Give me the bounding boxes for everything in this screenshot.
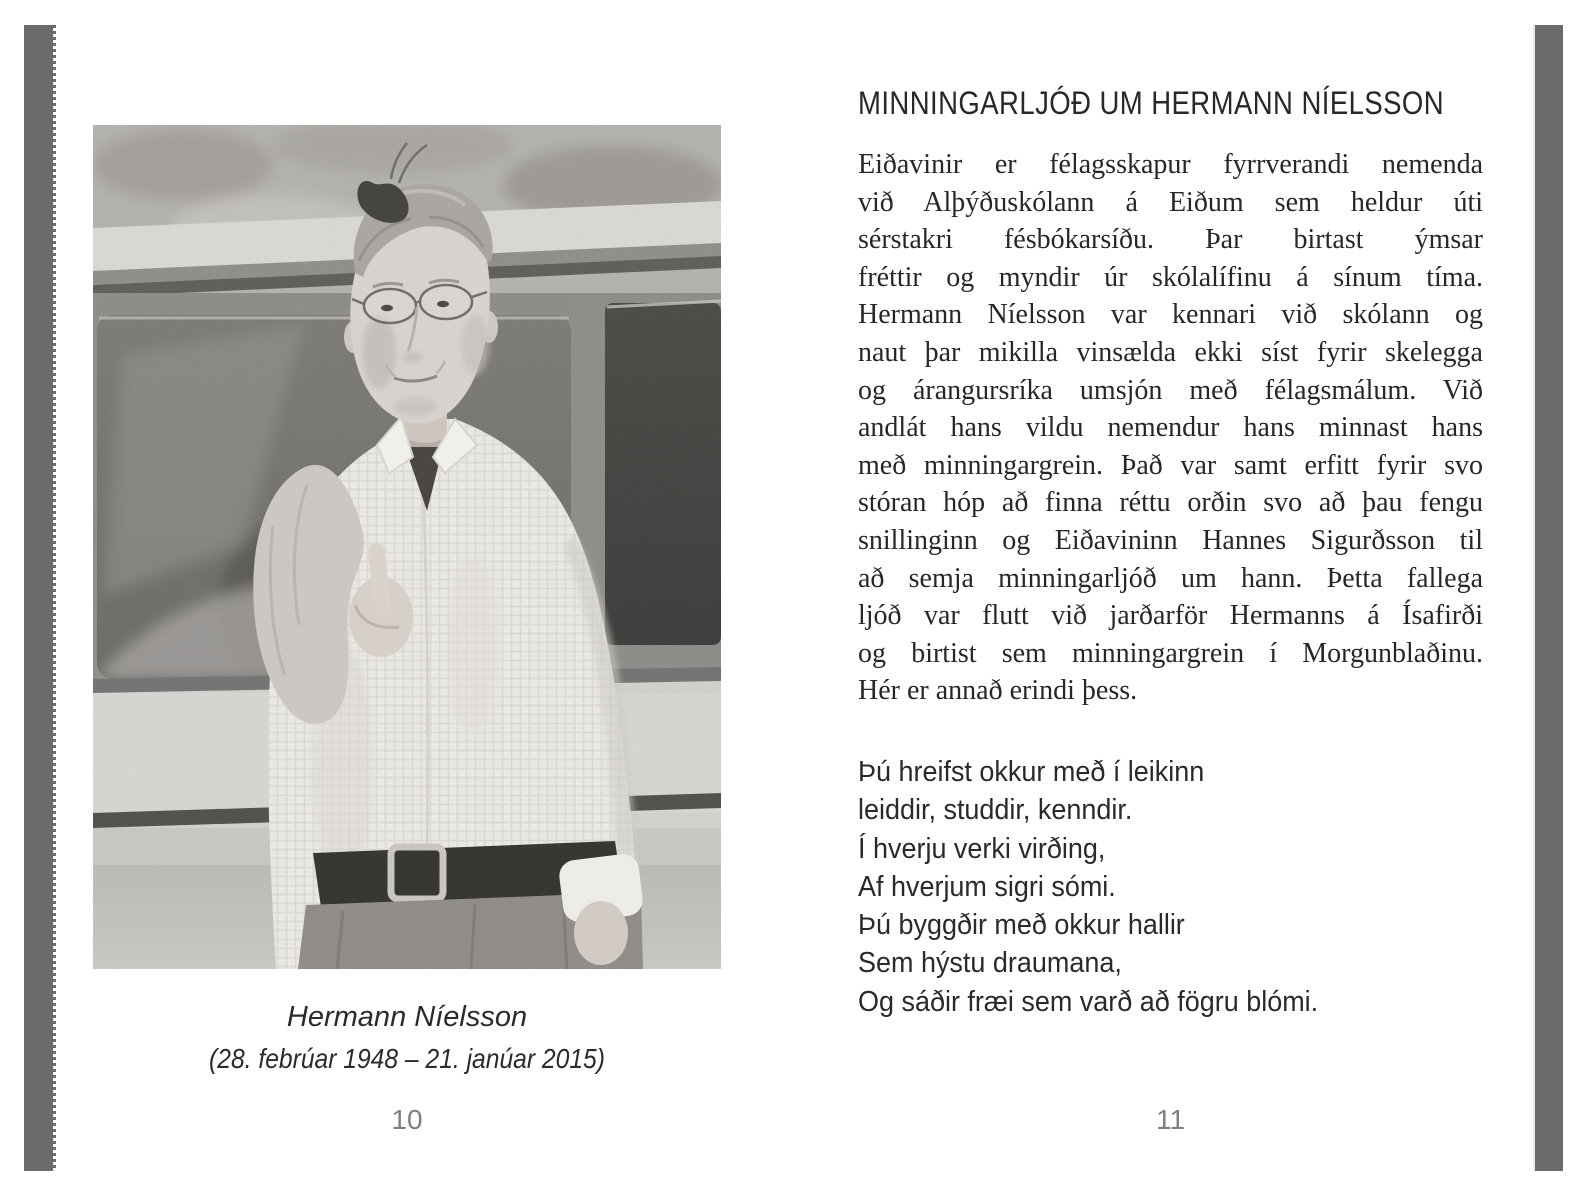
paragraph-line: að semja minningarljóð um hann. Þetta fallega [858, 562, 1483, 594]
portrait-photo [93, 125, 721, 969]
binding-bar-right [1535, 25, 1563, 1171]
paragraph-line: stóran hóp að finna réttu orðin svo að þau fengu [858, 487, 1483, 519]
paragraph-line: fréttir og myndir úr skólalífinu á sínum tíma. [858, 261, 1483, 293]
paragraph-line: andlát hans vildu nemendur hans minnast hans [858, 412, 1483, 444]
poem-line: Þú byggðir með okkur hallir [858, 909, 1185, 942]
paragraph-line: snillinginn og Eiðavininn Hannes Sigurðsson til [858, 524, 1483, 556]
paragraph-line: Eiðavinir er félagsskapur fyrrverandi nemenda [858, 149, 1483, 180]
paragraph-line: Hér er annað erindi þess. [858, 675, 1138, 707]
paragraph-line: og árangursríka umsjón með félagsmálum. Við [858, 374, 1483, 406]
photo-grain-overlay [93, 125, 721, 969]
portrait-photo-illustration [93, 125, 721, 969]
body-paragraph [858, 146, 1483, 710]
page-number-left: 10 [391, 1104, 423, 1135]
paragraph-line: með minningargrein. Það var samt erfitt fyrir svo [858, 449, 1483, 481]
paragraph-line: sérstakri fésbókarsíðu. Þar birtast ýmsar [858, 224, 1483, 256]
caption-name: Hermann Níelsson [286, 1001, 528, 1033]
paragraph-line: Hermann Níelsson var kennari við skólann og [858, 299, 1483, 331]
poem-line: Sem hýstu draumana, [858, 947, 1122, 980]
poem-line: leiddir, studdir, kenndir. [858, 794, 1133, 827]
caption-dates: (28. febrúar 1948 – 21. janúar 2015) [209, 1043, 605, 1074]
memorial-heading: MINNINGARLJÓÐ UM HERMANN NÍELSSON [858, 85, 1445, 121]
paragraph-line: naut þar mikilla vinsælda ekki síst fyrir skelegga [858, 336, 1483, 368]
paragraph-line: við Alþýðuskólann á Eiðum sem heldur úti [858, 186, 1483, 218]
photo-caption [93, 1000, 721, 1076]
page-number-right: 11 [1155, 1104, 1186, 1135]
paragraph-line: ljóð var flutt við jarðarför Hermanns á Ísafirði [858, 600, 1483, 632]
poem-line: Af hverjum sigri sómi. [858, 870, 1116, 903]
poem-line: Í hverju verki virðing, [858, 832, 1106, 865]
poem-line: Þú hreifst okkur með í leikinn [858, 756, 1205, 788]
binding-bar-left [24, 25, 53, 1171]
poem-line: Og sáðir fræi sem varð að fögru blómi. [858, 985, 1319, 1018]
memorial-poem [858, 753, 1472, 1021]
paragraph-line: og birtist sem minningargrein í Morgunblaðinu. [858, 637, 1483, 669]
